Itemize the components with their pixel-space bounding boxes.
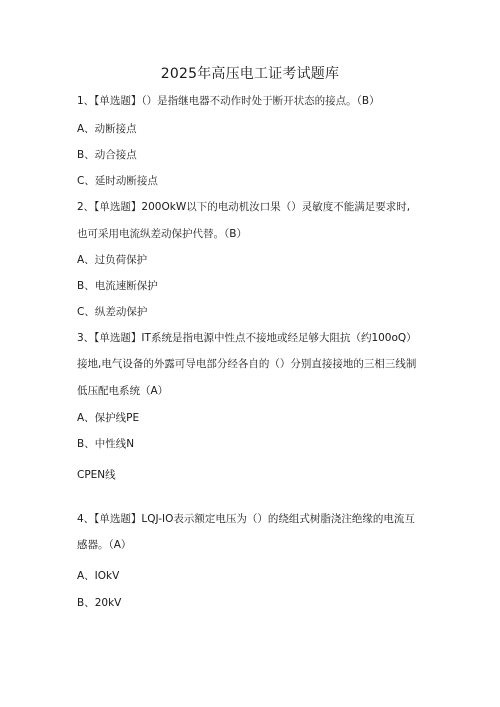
question-3-stem-line-1: 3、【单选题】IT系统是指电源中性点不接地或经足够大阻抗（约100oQ） — [77, 332, 417, 344]
question-4-stem-line-2: 感器。（A） — [77, 539, 132, 551]
question-1-stem: 1、【单选题】（）是指继电器不动作时处于断开状态的接点。（B） — [77, 95, 380, 107]
question-1-option-a: A、动断接点 — [77, 123, 137, 135]
question-1-option-c: C、延时动断接点 — [77, 175, 158, 187]
question-2-stem-line-1: 2、【单选题】200OkW以下的电动机汝口果（）灵敏度不能满足要求时, — [77, 201, 411, 213]
question-3-option-c: CPEN线 — [77, 469, 116, 481]
question-1-option-b: B、动合接点 — [77, 149, 137, 161]
question-2-option-b: B、电流速断保护 — [77, 280, 158, 292]
question-3-option-b: B、中性线N — [77, 438, 135, 450]
question-2-option-c: C、纵差动保护 — [77, 306, 148, 318]
page-title: 2025年高压电工证考试题库 — [160, 66, 340, 82]
question-2-stem-line-2: 也可采用电流纵差动保护代替。（B） — [77, 228, 247, 240]
question-3-option-a: A、保护线PE — [77, 412, 140, 424]
question-4-stem-line-1: 4、【单选题】LQJ-IO表示额定电压为（）的绕组式树脂浇注绝缘的电流互 — [77, 513, 415, 525]
question-3-stem-line-3: 低压配电系统（A） — [77, 385, 169, 397]
question-4-option-b: B、20kV — [77, 597, 122, 609]
question-4-option-a: A、IOkV — [77, 570, 120, 582]
question-2-option-a: A、过负荷保护 — [77, 254, 148, 266]
question-3-stem-line-2: 接地,电气设备的外露可导电部分经各自的（）分别直接接地的三相三线制 — [77, 358, 417, 370]
